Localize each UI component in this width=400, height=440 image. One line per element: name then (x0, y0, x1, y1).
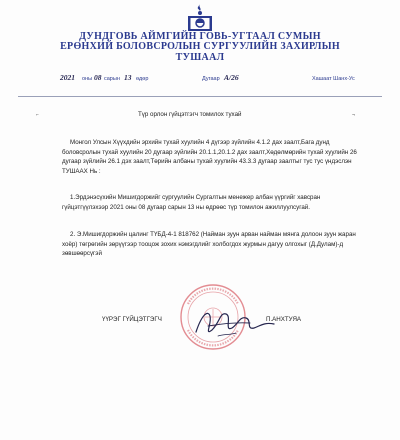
date-month: 08 (94, 73, 102, 82)
header-line-1: ДУНДГОВЬ АЙМГИЙН ГОВЬ-УГТААЛ СУМЫН (79, 31, 321, 42)
handwritten-signature (190, 306, 280, 342)
corner-mark-left: ⌐ (36, 112, 39, 118)
signatory-title: ҮҮРЭГ ГҮЙЦЭТГЭГЧ (102, 316, 162, 323)
date-day: 13 (124, 73, 132, 82)
order-number: А/26 (224, 73, 239, 82)
order-item-1: 1.Эрдэнэсүхийн Мишигдоржийг сургуулийн Сургалтын менежер албан үүргийг хавсран гүйцэтгүүлэхээр 2021 оны 08 дугаар сарын 13 ны өдрөөс түр томилон ажиллуулсугай. (62, 194, 321, 211)
order-subject: Түр орлон гүйцэтгэгч томилох тухай (138, 111, 242, 118)
header-line-2: ЕРӨНХИЙ БОЛОВСРОЛЫН СУРГУУЛИЙН ЗАХИРЛЫН (60, 41, 340, 52)
corner-mark-right: ¬ (352, 112, 355, 118)
date-year-suffix: оны (82, 76, 93, 82)
number-label: Дугаар (202, 76, 220, 82)
soyombo-emblem-icon (186, 3, 214, 33)
place-label: Хашаат Шанх-Ус (312, 76, 355, 82)
date-day-suffix: өдөр (136, 76, 149, 82)
signatory-name: П.АНХТУЯА (266, 316, 302, 323)
date-year: 2021 (60, 73, 75, 82)
header-title: ТУШААЛ (175, 52, 225, 63)
date-month-suffix: сарын (104, 76, 120, 82)
order-item-2: 2. Э.Мишигдоржийн цалинг ТҮБД-4-1 818762 (Найман зуун арван найман мянга долоон зуун жаран хоёр) төгрөгийн зөрүүгээр тооцож зохих нэмэгдлийг холбогдох журмын дагуу олгохыг (Д.Дулам)-д зөвшөөрсүгэй (62, 231, 356, 257)
preamble-paragraph: Монгол Улсын Хүүхдийн эрхийн тухай хуулийн 4 дүгээр зүйлийн 4.1.2 дах заалт,Бага дунд боловсролын тухай хуулийн 20 дугаар зүйлийн 20.1.1,20.1.2 дах заалт,Хөдөлмөрийн тухай хуулийн 26 дугаар зүйлийн 26.1 дэх заалт,Төрийн албаны тухай хуулийн 43.3.3 дугаар заалтыг тус тус үндэслэн ТУШААХ Нь : (62, 139, 357, 175)
header-divider (18, 96, 382, 97)
